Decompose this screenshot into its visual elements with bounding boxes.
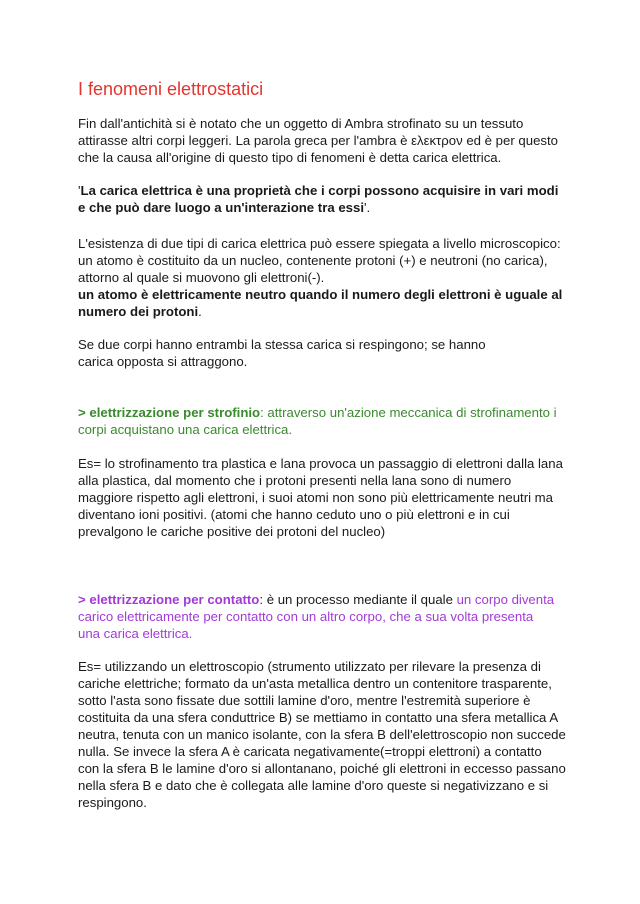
definition-close-quote: '. (364, 200, 371, 215)
contatto-paragraph (78, 591, 558, 642)
atom-end: . (198, 304, 202, 319)
charges-paragraph: Se due corpi hanno entrambi la stessa carica si respingono; se hanno carica opposta si attraggono. (78, 337, 486, 369)
contatto-example: Es= utilizzando un elettroscopio (strumento utilizzato per rilevare la presenza di cariche elettriche; formato da un'asta metallica dentro un contenitore trasparente, sotto l'asta sono fissate due sottili lamine d'oro, mentre l'estremità superiore è costituita da una sfera conduttrice B) se mettiamo in contatto una sfera metallica A neutra, tenuta con un manico isolante, con la sfera B dell'elettroscopio non succede nulla. Se invece la sfera A è caricata negativamente(=troppi elettroni) a contatto con la sfera B le lamine d'oro si allontanano, poiché gli elettroni in eccesso passano nella sfera B e dato che è collegata alle lamine d'oro queste si negativizzano e si respingono. (78, 659, 566, 810)
intro-line: Fin dall'antichità si è notato che un oggetto di Ambra strofinato su un tessuto (78, 116, 524, 131)
contatto-text: : è un processo mediante il quale (259, 592, 457, 607)
strofinio-heading: > elettrizzazione per strofinio (78, 405, 261, 420)
atom-line: un atomo è costituito da un nucleo, contenente protoni (+) e neutroni (no carica), (78, 253, 548, 268)
atom-line: L'esistenza di due tipi di carica elettrica può essere spiegata a livello microscopico: (78, 236, 561, 251)
intro-line: che la causa all'origine di questo tipo di fenomeni è detta carica elettrica. (78, 150, 502, 165)
atom-neutral-statement: un atomo è elettricamente neutro quando il numero degli elettroni è uguale al numero dei protoni (78, 287, 563, 319)
definition-open-quote: ' (78, 183, 81, 198)
strofinio-example: Es= lo strofinamento tra plastica e lana provoca un passaggio di elettroni dalla lana alla plastica, dal momento che i protoni presenti nella lana sono di numero maggiore rispetto agli elettroni, i suoi atomi non sono più elettricamente neutri ma diventano ioni positivi. (atomi che hanno ceduto uno o più elettroni e in cui prevalgono le cariche positive dei protoni del nucleo) (78, 456, 563, 539)
contatto-heading: > elettrizzazione per contatto (78, 592, 260, 607)
atom-paragraph (78, 235, 568, 320)
intro-paragraph (78, 115, 568, 166)
contatto-highlight: un corpo diventa carico elettricamente per contatto con un altro corpo, che a sua volta presenta una carica elettrica. (78, 592, 555, 641)
definition-paragraph (78, 182, 560, 216)
strofinio-text: : attraverso un'azione meccanica di strofinamento i corpi acquistano una carica elettrica. (78, 405, 557, 437)
intro-line: attirasse altri corpi leggeri. La parola greca per l'ambra è ελεκτρον ed è per questo (78, 133, 558, 148)
atom-line: attorno al quale si muovono gli elettroni(-). (78, 270, 325, 285)
page-title: I fenomeni elettrostatici (78, 79, 264, 99)
definition-text: La carica elettrica è una proprietà che i corpi possono acquisire in vari modi e che può dare luogo a un'interazione tra essi (78, 183, 559, 215)
strofinio-paragraph (78, 404, 562, 438)
